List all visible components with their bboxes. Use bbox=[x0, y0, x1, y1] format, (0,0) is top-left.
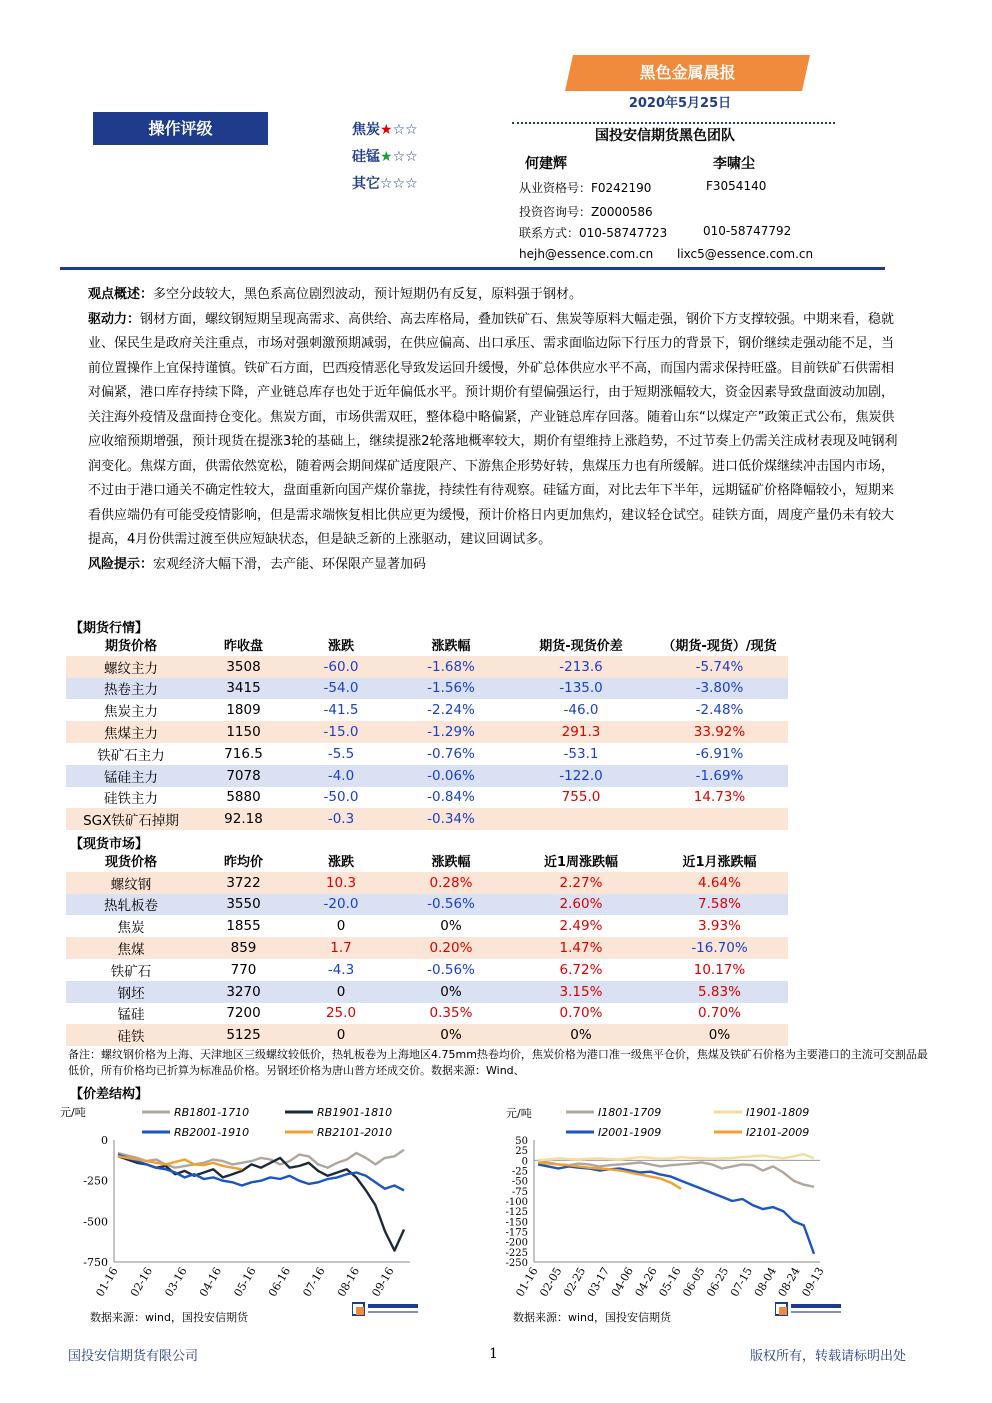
y-tick-label: -250 bbox=[505, 1258, 528, 1269]
x-tick-label: 07-16 bbox=[300, 1265, 328, 1299]
series-line bbox=[538, 1154, 814, 1160]
table-cell: -1.68% bbox=[427, 658, 475, 675]
rating-title: 操作评级 bbox=[93, 112, 268, 145]
column-header: 现货价格 bbox=[104, 855, 157, 871]
table-cell: -41.5 bbox=[323, 702, 359, 719]
table-cell: 0% bbox=[440, 983, 462, 1000]
column-header: 涨跌 bbox=[327, 855, 354, 871]
table-cell: -122.0 bbox=[559, 767, 603, 784]
column-header: 涨跌 bbox=[327, 639, 354, 655]
row-label: 热卷主力 bbox=[104, 682, 158, 699]
table-row bbox=[66, 872, 788, 894]
table-cell: -2.48% bbox=[695, 702, 744, 719]
legend-label: RB2001-1910 bbox=[174, 1126, 250, 1139]
analyst-name: 李啸尘 bbox=[713, 156, 755, 172]
x-tick-label: 05-16 bbox=[656, 1265, 684, 1299]
spot-table bbox=[66, 850, 788, 1046]
table-row bbox=[66, 959, 788, 981]
y-tick-label: -250 bbox=[83, 1174, 108, 1188]
table-cell: 4.64% bbox=[698, 874, 741, 891]
table-cell: -5.74% bbox=[695, 658, 744, 675]
legend-label: I1901-1809 bbox=[746, 1106, 810, 1119]
y-tick-label: 0 bbox=[101, 1134, 108, 1147]
table-row bbox=[66, 787, 788, 809]
empty-star-icon: ☆☆☆ bbox=[380, 176, 418, 192]
contact-phone: 010-58747792 bbox=[703, 224, 792, 238]
team-name: 国投安信期货黑色团队 bbox=[595, 128, 735, 144]
table-cell: 14.73% bbox=[693, 789, 746, 806]
report-title: 黑色金属晨报 bbox=[639, 63, 736, 82]
table-cell: -0.56% bbox=[427, 896, 475, 913]
y-tick-label: -50 bbox=[511, 1176, 528, 1188]
footer-copyright: 版权所有，转载请标明出处 bbox=[750, 1349, 907, 1364]
table-row bbox=[66, 915, 788, 937]
table-cell: 0.20% bbox=[429, 940, 473, 957]
table-cell: -4.0 bbox=[327, 767, 355, 784]
y-tick-label: 0 bbox=[521, 1156, 528, 1168]
header-divider bbox=[60, 267, 885, 270]
company-logo bbox=[775, 1301, 843, 1321]
advisory-number: 投资咨询号：Z0000586 bbox=[519, 205, 653, 219]
table-header-row bbox=[66, 850, 788, 872]
table-cell: 5.83% bbox=[698, 983, 741, 1000]
table-row bbox=[66, 743, 788, 765]
table-cell: 25.0 bbox=[325, 1005, 357, 1022]
driver-text: 钢材方面，螺纹钢短期呈现高需求、高供给、高去库格局，叠加铁矿石、焦炭等原料大幅走强，钢价下方支撑较强。中期来看，稳就业、保民生是政府关注重点，市场对强刺激预期减弱，在供应偏高、出口承压、需求面临边际下行压力的背景下，钢价继续走强动能不足，当前位置操作上宜保持谨慎。铁矿石方面，巴西疫情恶化导致发运回升缓慢，外矿总体供应水平不高，而国内需求保持旺盛。目前铁矿石供需相对偏紧，港口库存持续下降，产业链总库存也处于近年偏低水平。预计期价有望偏强运行，由于短期涨幅较大，资金因素导致盘面波动加剧，关注海外疫情及盘面持仓变化。焦炭方面，市场供需双旺，整体稳中略偏紧，产业链总库存回落。随着山东“以煤定产”政策正式公布，焦炭供应收缩预期增强，预计现货在提涨3轮的基础上，继续提涨2轮落地概率较大，期价有望维持上涨趋势，不过节奏上仍需关注成材表现及吨钢利润变化。焦煤方面，供需依然宽松，随着两会期间煤矿适度限产、下游焦企形势好转，焦煤压力也有所缓解。进口低价煤继续冲击国内市场，不过由于港口通关不确定性较大，盘面重新向国产煤价靠拢，持续性有待观察。硅锰方面，对比去年下半年，远期锰矿价格降幅较小，短期来看供应端仍有可能受疫情影响，但是需求端恢复相比供应更为缓慢，预计价格日内更加焦灼，建议轻仓试空。硅铁方面，周度产量仍未有较大提高，4月份供需过渡至供应短缺状态，但是缺乏新的上涨驱动，建议回调试多。 bbox=[88, 311, 898, 547]
x-tick-label: 03-17 bbox=[584, 1265, 613, 1299]
overview-label: 观点概述： bbox=[88, 287, 154, 302]
table-cell: -5.5 bbox=[327, 745, 355, 762]
table-cell: -6.91% bbox=[695, 745, 744, 762]
table-cell: -2.24% bbox=[427, 702, 475, 719]
y-tick-label: -200 bbox=[505, 1237, 528, 1249]
table-note: 备注：螺纹钢价格为上海、天津地区三级螺纹较低价，热轧板卷为上海地区4.75mm热卷均价，焦炭价格为港口准一级焦平仓价，焦煤及铁矿石价格为主要港口的主流可交割品最低价，所有价格均已折算为标准品价格。另钢坯价格为唐山普方坯成交价。数据来源：Wind、 bbox=[68, 1048, 928, 1077]
y-tick-label: -500 bbox=[83, 1215, 108, 1229]
y-tick-label: -175 bbox=[505, 1227, 528, 1239]
risk bbox=[88, 553, 903, 578]
row-label: 硅铁主力 bbox=[104, 791, 158, 808]
table-row bbox=[66, 656, 788, 678]
table-cell: -0.34% bbox=[427, 811, 475, 828]
chart-source: 数据来源：wind，国投安信期货 bbox=[513, 1311, 672, 1324]
column-header: 近1周涨跌幅 bbox=[543, 855, 619, 871]
table-cell: 755.0 bbox=[561, 789, 601, 806]
table-cell: 0 bbox=[336, 1027, 346, 1044]
filled-star-icon: ★ bbox=[380, 149, 393, 165]
table-cell: -1.69% bbox=[695, 767, 744, 784]
table-cell: 7078 bbox=[226, 767, 261, 784]
table-cell: 33.92% bbox=[693, 724, 746, 741]
futures-table bbox=[66, 634, 788, 830]
table-cell: 0% bbox=[440, 918, 462, 935]
table-cell: 3550 bbox=[226, 896, 261, 913]
row-label: 焦煤 bbox=[117, 942, 145, 959]
overview bbox=[88, 283, 903, 308]
x-tick-label: 04-26 bbox=[632, 1265, 660, 1299]
table-cell: 7200 bbox=[226, 1005, 261, 1022]
table-row bbox=[66, 1003, 788, 1025]
table-cell: 0.35% bbox=[429, 1005, 473, 1022]
x-tick-label: 04-16 bbox=[196, 1265, 225, 1299]
x-tick-label: 08-24 bbox=[775, 1265, 803, 1299]
x-tick-label: 05-16 bbox=[231, 1265, 259, 1299]
page-number: 1 bbox=[489, 1346, 498, 1362]
email-link[interactable]: lixc5@essence.com.cn bbox=[677, 247, 814, 261]
y-tick-label: -75 bbox=[511, 1186, 528, 1198]
table-cell: 0 bbox=[336, 983, 346, 1000]
table-cell: -1.29% bbox=[427, 724, 475, 741]
table-cell: -0.56% bbox=[427, 961, 475, 978]
table-cell: 1809 bbox=[226, 702, 261, 719]
series-line bbox=[538, 1164, 814, 1254]
table-cell: -3.80% bbox=[695, 680, 744, 697]
x-tick-label: 03-16 bbox=[162, 1265, 190, 1299]
rating-coke bbox=[352, 119, 418, 139]
divider bbox=[512, 122, 835, 124]
table-cell: -1.56% bbox=[427, 680, 475, 697]
legend-label: RB1801-1710 bbox=[174, 1106, 250, 1119]
table-cell: -4.3 bbox=[327, 961, 355, 978]
table-cell: 10.17% bbox=[693, 961, 746, 978]
table-cell: 2.27% bbox=[559, 874, 603, 891]
row-label: 钢坯 bbox=[117, 985, 145, 1002]
legend-label: I1801-1709 bbox=[598, 1106, 662, 1119]
table-cell: 1.47% bbox=[559, 940, 603, 957]
rating-silicomanganese bbox=[352, 146, 418, 166]
table-row bbox=[66, 981, 788, 1003]
contact-phone: 联系方式：010-58747723 bbox=[519, 226, 668, 240]
table-row bbox=[66, 894, 788, 916]
table-cell: -0.3 bbox=[327, 811, 355, 828]
x-tick-label: 01-16 bbox=[513, 1265, 541, 1299]
x-tick-label: 07-15 bbox=[727, 1265, 756, 1299]
table-cell: 10.3 bbox=[325, 874, 357, 891]
qualification-number: 从业资格号：F0242190 bbox=[519, 181, 652, 195]
table-cell: 0 bbox=[336, 918, 346, 935]
table-cell: 770 bbox=[230, 961, 257, 978]
risk-label: 风险提示： bbox=[88, 556, 154, 572]
empty-star-icon: ☆☆ bbox=[392, 122, 418, 138]
analyst-name: 何建辉 bbox=[525, 156, 567, 172]
table-cell: 0% bbox=[708, 1027, 731, 1044]
row-label: 螺纹主力 bbox=[104, 660, 158, 677]
table-cell: 3415 bbox=[226, 680, 261, 697]
table-cell: 1.7 bbox=[330, 940, 352, 957]
table-row bbox=[66, 765, 788, 787]
y-tick-label: -100 bbox=[505, 1197, 528, 1208]
x-tick-label: 02-25 bbox=[561, 1265, 589, 1299]
table-cell: 7.58% bbox=[698, 896, 741, 913]
table-cell: -50.0 bbox=[323, 789, 359, 806]
x-tick-label: 09-13 bbox=[799, 1265, 827, 1299]
filled-star-icon: ★ bbox=[380, 122, 393, 138]
table-cell: 5880 bbox=[226, 789, 261, 806]
y-tick-label: -225 bbox=[505, 1247, 528, 1259]
column-header: （期货-现货）/现货 bbox=[662, 639, 777, 655]
empty-star-icon: ☆☆ bbox=[392, 149, 418, 165]
table-row bbox=[66, 721, 788, 743]
row-label: 硅铁 bbox=[117, 1029, 145, 1046]
table-cell bbox=[511, 808, 651, 830]
table-cell: 0% bbox=[440, 1027, 462, 1044]
y-tick-label: -750 bbox=[83, 1256, 108, 1269]
table-row bbox=[66, 937, 788, 959]
row-label: 焦炭主力 bbox=[104, 704, 158, 721]
rating-others bbox=[352, 173, 418, 193]
table-cell: -16.70% bbox=[691, 940, 748, 957]
table-cell: 859 bbox=[230, 940, 257, 957]
driver-label: 驱动力： bbox=[88, 311, 141, 327]
company-logo bbox=[352, 1301, 420, 1321]
x-tick-label: 02-05 bbox=[537, 1265, 565, 1299]
table-row bbox=[66, 1024, 788, 1046]
table-cell: 3508 bbox=[226, 658, 261, 675]
column-header: 涨跌幅 bbox=[431, 639, 471, 655]
row-label: 锰硅主力 bbox=[104, 769, 158, 786]
row-label: 焦炭 bbox=[117, 920, 145, 937]
y-tick-label: -125 bbox=[505, 1207, 528, 1219]
chart-section-title: 【价差结构】 bbox=[70, 1087, 149, 1102]
row-label: 铁矿石 bbox=[110, 963, 152, 980]
summary-section bbox=[88, 283, 903, 577]
row-label: 铁矿石主力 bbox=[97, 747, 165, 764]
x-tick-label: 09-16 bbox=[369, 1265, 397, 1299]
table-cell: -54.0 bbox=[323, 680, 359, 697]
row-label: 锰硅 bbox=[117, 1007, 145, 1024]
table-cell: 1150 bbox=[226, 724, 261, 741]
table-cell: 0.28% bbox=[429, 874, 473, 891]
y-tick-label: -25 bbox=[511, 1166, 528, 1178]
chart-source: 数据来源：wind，国投安信期货 bbox=[90, 1311, 249, 1324]
table-cell: 2.60% bbox=[559, 896, 603, 913]
series-line bbox=[118, 1156, 404, 1250]
table-row bbox=[66, 678, 788, 700]
rating-name: 硅锰 bbox=[352, 149, 380, 165]
table-cell: -135.0 bbox=[559, 680, 603, 697]
table-cell: 6.72% bbox=[559, 961, 603, 978]
table-cell: -0.84% bbox=[427, 789, 475, 806]
table-cell: 3270 bbox=[226, 983, 261, 1000]
table-cell: 0.70% bbox=[698, 1005, 741, 1022]
x-tick-label: 06-25 bbox=[704, 1265, 732, 1299]
table-cell: 0.70% bbox=[559, 1005, 603, 1022]
table-cell: -60.0 bbox=[323, 658, 359, 675]
y-tick-label: -150 bbox=[505, 1217, 528, 1229]
table-cell: 3.93% bbox=[698, 918, 741, 935]
x-tick-label: 01-16 bbox=[93, 1265, 121, 1299]
table-cell bbox=[651, 808, 788, 830]
legend-label: I2001-1909 bbox=[598, 1126, 662, 1139]
footer-company: 国投安信期货有限公司 bbox=[68, 1349, 199, 1364]
table-row bbox=[66, 699, 788, 721]
column-header: 昨均价 bbox=[223, 855, 263, 871]
table-cell: 3722 bbox=[226, 874, 261, 891]
overview-text: 多空分歧较大，黑色系高位剧烈波动，预计短期仍有反复，原料强于钢材。 bbox=[153, 287, 583, 302]
qualification-number: F3054140 bbox=[706, 179, 767, 193]
table-cell: 0% bbox=[570, 1027, 592, 1044]
column-header: 期货-现货价差 bbox=[539, 639, 623, 655]
y-axis-label: 元/吨 bbox=[60, 1106, 86, 1119]
table-cell: 1855 bbox=[226, 918, 261, 935]
column-header: 近1月涨跌幅 bbox=[682, 855, 757, 871]
y-tick-label: 25 bbox=[515, 1146, 528, 1158]
row-label: 热轧板卷 bbox=[104, 898, 158, 915]
risk-text: 宏观经济大幅下滑，去产能、环保限产显著加码 bbox=[153, 556, 427, 572]
spot-section-title: 【现货市场】 bbox=[70, 837, 149, 852]
x-tick-label: 06-16 bbox=[265, 1265, 294, 1299]
table-cell: 2.49% bbox=[559, 918, 603, 935]
row-label: 螺纹钢 bbox=[110, 876, 152, 893]
legend-label: I2101-2009 bbox=[746, 1126, 810, 1139]
row-label: SGX铁矿石掉期 bbox=[83, 813, 179, 830]
legend-label: RB2101-2010 bbox=[317, 1126, 393, 1139]
table-cell: 92.18 bbox=[224, 811, 263, 828]
report-banner bbox=[565, 55, 810, 91]
table-cell: 291.3 bbox=[561, 724, 601, 741]
column-header: 昨收盘 bbox=[223, 639, 263, 655]
x-tick-label: 02-16 bbox=[127, 1265, 156, 1299]
table-cell: -20.0 bbox=[323, 896, 359, 913]
table-cell: 716.5 bbox=[224, 745, 263, 762]
driver bbox=[88, 308, 903, 553]
column-header: 涨跌幅 bbox=[431, 855, 471, 871]
table-cell: -0.06% bbox=[427, 767, 475, 784]
table-cell: -213.6 bbox=[559, 658, 603, 675]
series-line bbox=[538, 1161, 814, 1187]
table-cell: -53.1 bbox=[563, 745, 599, 762]
x-tick-label: 06-05 bbox=[680, 1265, 708, 1299]
report-date: 2020年5月25日 bbox=[628, 96, 732, 111]
series-line bbox=[118, 1150, 404, 1168]
column-header: 期货价格 bbox=[104, 639, 157, 655]
x-tick-label: 04-06 bbox=[608, 1265, 636, 1299]
y-axis-label: 元/吨 bbox=[506, 1107, 532, 1120]
table-cell: 3.15% bbox=[559, 983, 603, 1000]
rating-name: 其它 bbox=[352, 176, 380, 192]
table-header-row bbox=[66, 634, 788, 656]
x-tick-label: 08-16 bbox=[334, 1265, 363, 1299]
table-cell: -15.0 bbox=[323, 724, 359, 741]
table-cell: -46.0 bbox=[563, 702, 599, 719]
y-tick-label: 50 bbox=[515, 1136, 528, 1147]
legend-label: RB1901-1810 bbox=[317, 1106, 393, 1119]
row-label: 焦煤主力 bbox=[104, 726, 158, 743]
email-link[interactable]: hejh@essence.com.cn bbox=[519, 247, 654, 261]
futures-section-title: 【期货行情】 bbox=[70, 621, 149, 636]
table-cell: -0.76% bbox=[427, 745, 475, 762]
table-row bbox=[66, 808, 788, 830]
x-tick-label: 08-04 bbox=[751, 1265, 779, 1299]
rating-name: 焦炭 bbox=[352, 122, 380, 138]
table-cell: 5125 bbox=[226, 1027, 261, 1044]
